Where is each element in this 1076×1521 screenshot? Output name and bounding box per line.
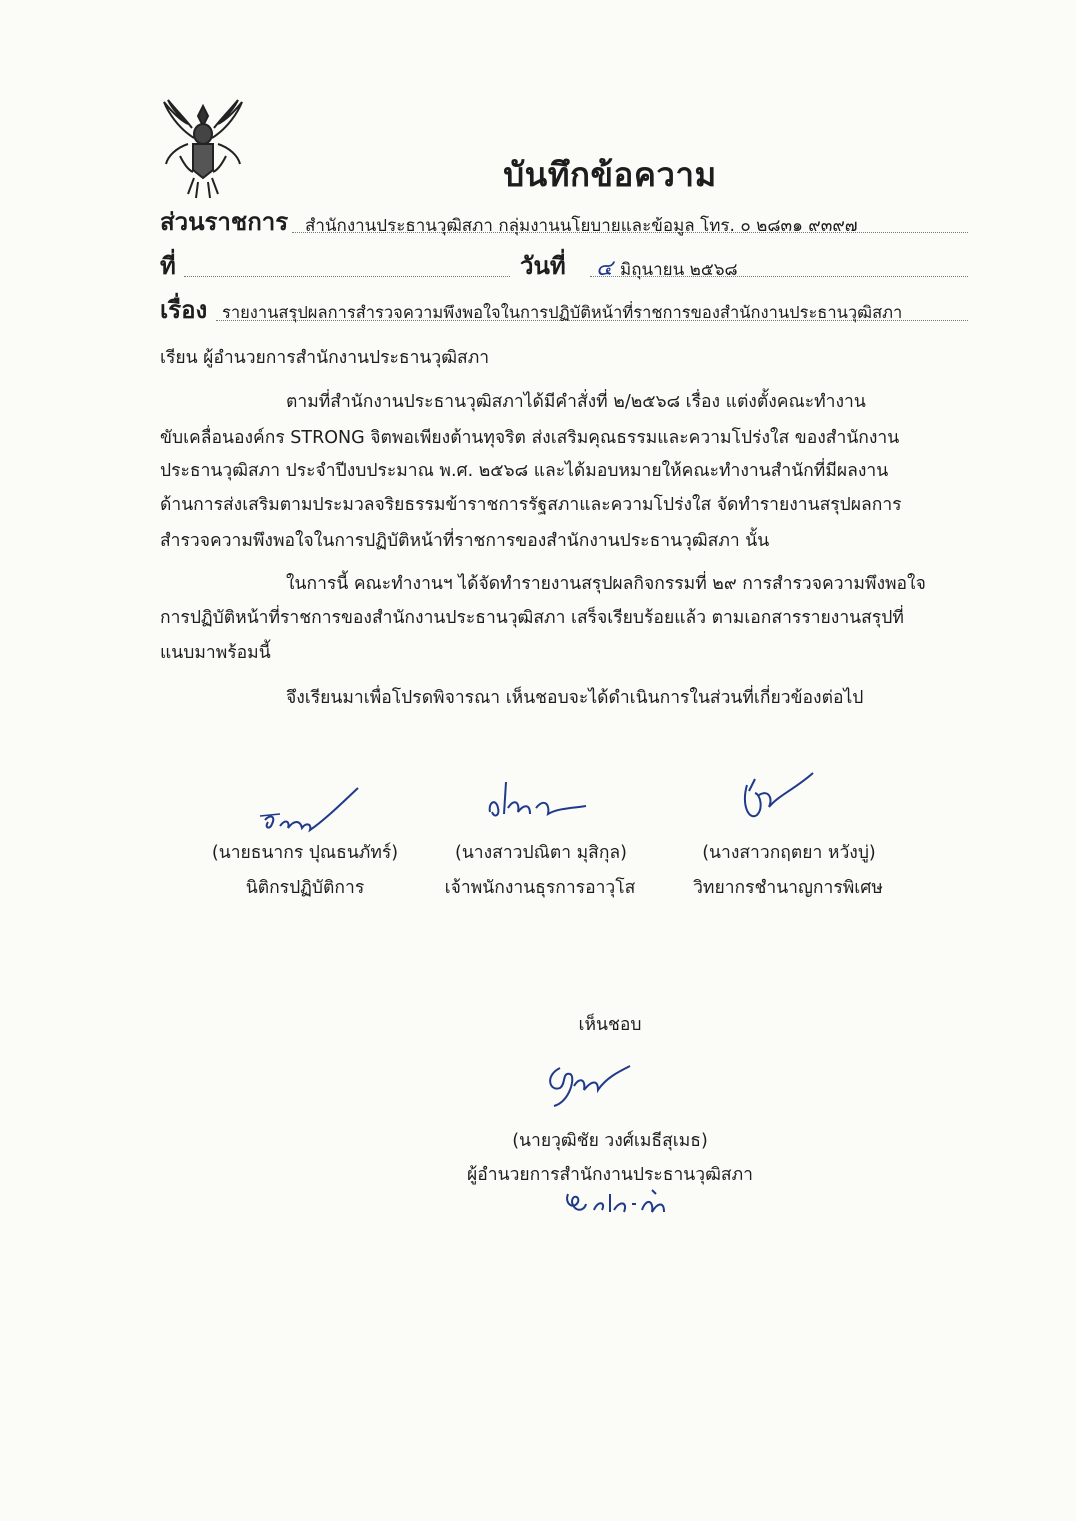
approval-signature-mark [540,1052,640,1112]
ref-date-row [160,246,970,286]
signatory-2-name: (นางสาวปณิตา มุสิกุล) [455,843,627,863]
date-day-handwritten: ๔ [596,256,613,281]
para2-line3: แนบมาพร้อมนี้ [160,643,271,663]
para1-line5: สำรวจความพึงพอใจในการปฏิบัติหน้าที่ราชการของสำนักงานประธานวุฒิสภา นั้น [160,531,770,551]
ref-dotted-line [184,246,510,277]
date-month-year: มิถุนายน ๒๕๖๘ [620,260,738,280]
para2-line2: การปฏิบัติหน้าที่ราชการของสำนักงานประธานวุฒิสภา เสร็จเรียบร้อยแล้ว ตามเอกสารรายงานสรุปที่ [160,608,904,628]
agency-value: สำนักงานประธานวุฒิสภา กลุ่มงานนโยบายและข้อมูล โทร. ๐ ๒๘๓๑ ๙๓๙๗ [305,216,858,236]
garuda-emblem-icon [158,98,248,200]
ref-label: ที่ [160,252,176,280]
agency-label: ส่วนราชการ [160,208,289,236]
agency-row [160,202,970,242]
approver-position: ผู้อำนวยการสำนักงานประธานวุฒิสภา [467,1165,753,1185]
subject-value: รายงานสรุปผลการสำรวจความพึงพอใจในการปฏิบัติหน้าที่ราชการของสำนักงานประธานวุฒิสภา [222,303,903,322]
closing-line: จึงเรียนมาเพื่อโปรดพิจารณา เห็นชอบจะได้ดำเนินการในส่วนที่เกี่ยวข้องต่อไป [286,688,864,708]
memo-title: บันทึกข้อความ [503,155,717,194]
signature-2-mark [478,768,598,828]
para1-line1: ตามที่สำนักงานประธานวุฒิสภาได้มีคำสั่งที่ ๒/๒๕๖๘ เรื่อง แต่งตั้งคณะทำงาน [286,392,866,412]
signatory-1-position: นิติกรปฏิบัติการ [245,878,365,898]
approval-label: เห็นชอบ [578,1015,642,1035]
signatory-3-position: วิทยากรชำนาญการพิเศษ [693,878,883,898]
salutation: เรียน ผู้อำนวยการสำนักงานประธานวุฒิสภา [160,348,490,368]
approver-name: (นายวุฒิชัย วงศ์เมธีสุเมธ) [512,1131,708,1151]
date-label: วันที่ [520,252,566,280]
signature-1-mark [250,780,370,840]
para1-line2: ขับเคลื่อนองค์กร STRONG จิตพอเพียงต้านทุจริต ส่งเสริมคุณธรรมและความโปร่งใส ของสำนักงาน [160,428,900,448]
para1-line4: ด้านการส่งเสริมตามประมวลจริยธรรมข้าราชการรัฐสภาและความโปร่งใส จัดทำรายงานสรุปผลการ [160,495,902,515]
initials-handwritten-mark [560,1180,680,1220]
subject-row [160,290,970,330]
signatory-1-name: (นายธนากร ปุณธนภัทร์) [211,843,399,863]
signatory-3-name: (นางสาวกฤตยา หวังบู่) [702,843,876,863]
para1-line3: ประธานวุฒิสภา ประจำปีงบประมาณ พ.ศ. ๒๕๖๘ และได้มอบหมายให้คณะทำงานสำนักที่มีผลงาน [160,461,889,481]
subject-label: เรื่อง [160,296,208,324]
signatory-2-position: เจ้าพนักงานธุรการอาวุโส [444,878,636,898]
signature-3-mark [735,765,825,835]
para2-line1: ในการนี้ คณะทำงานฯ ได้จัดทำรายงานสรุปผลกิจกรรมที่ ๒๙ การสำรวจความพึงพอใจ [286,574,926,594]
